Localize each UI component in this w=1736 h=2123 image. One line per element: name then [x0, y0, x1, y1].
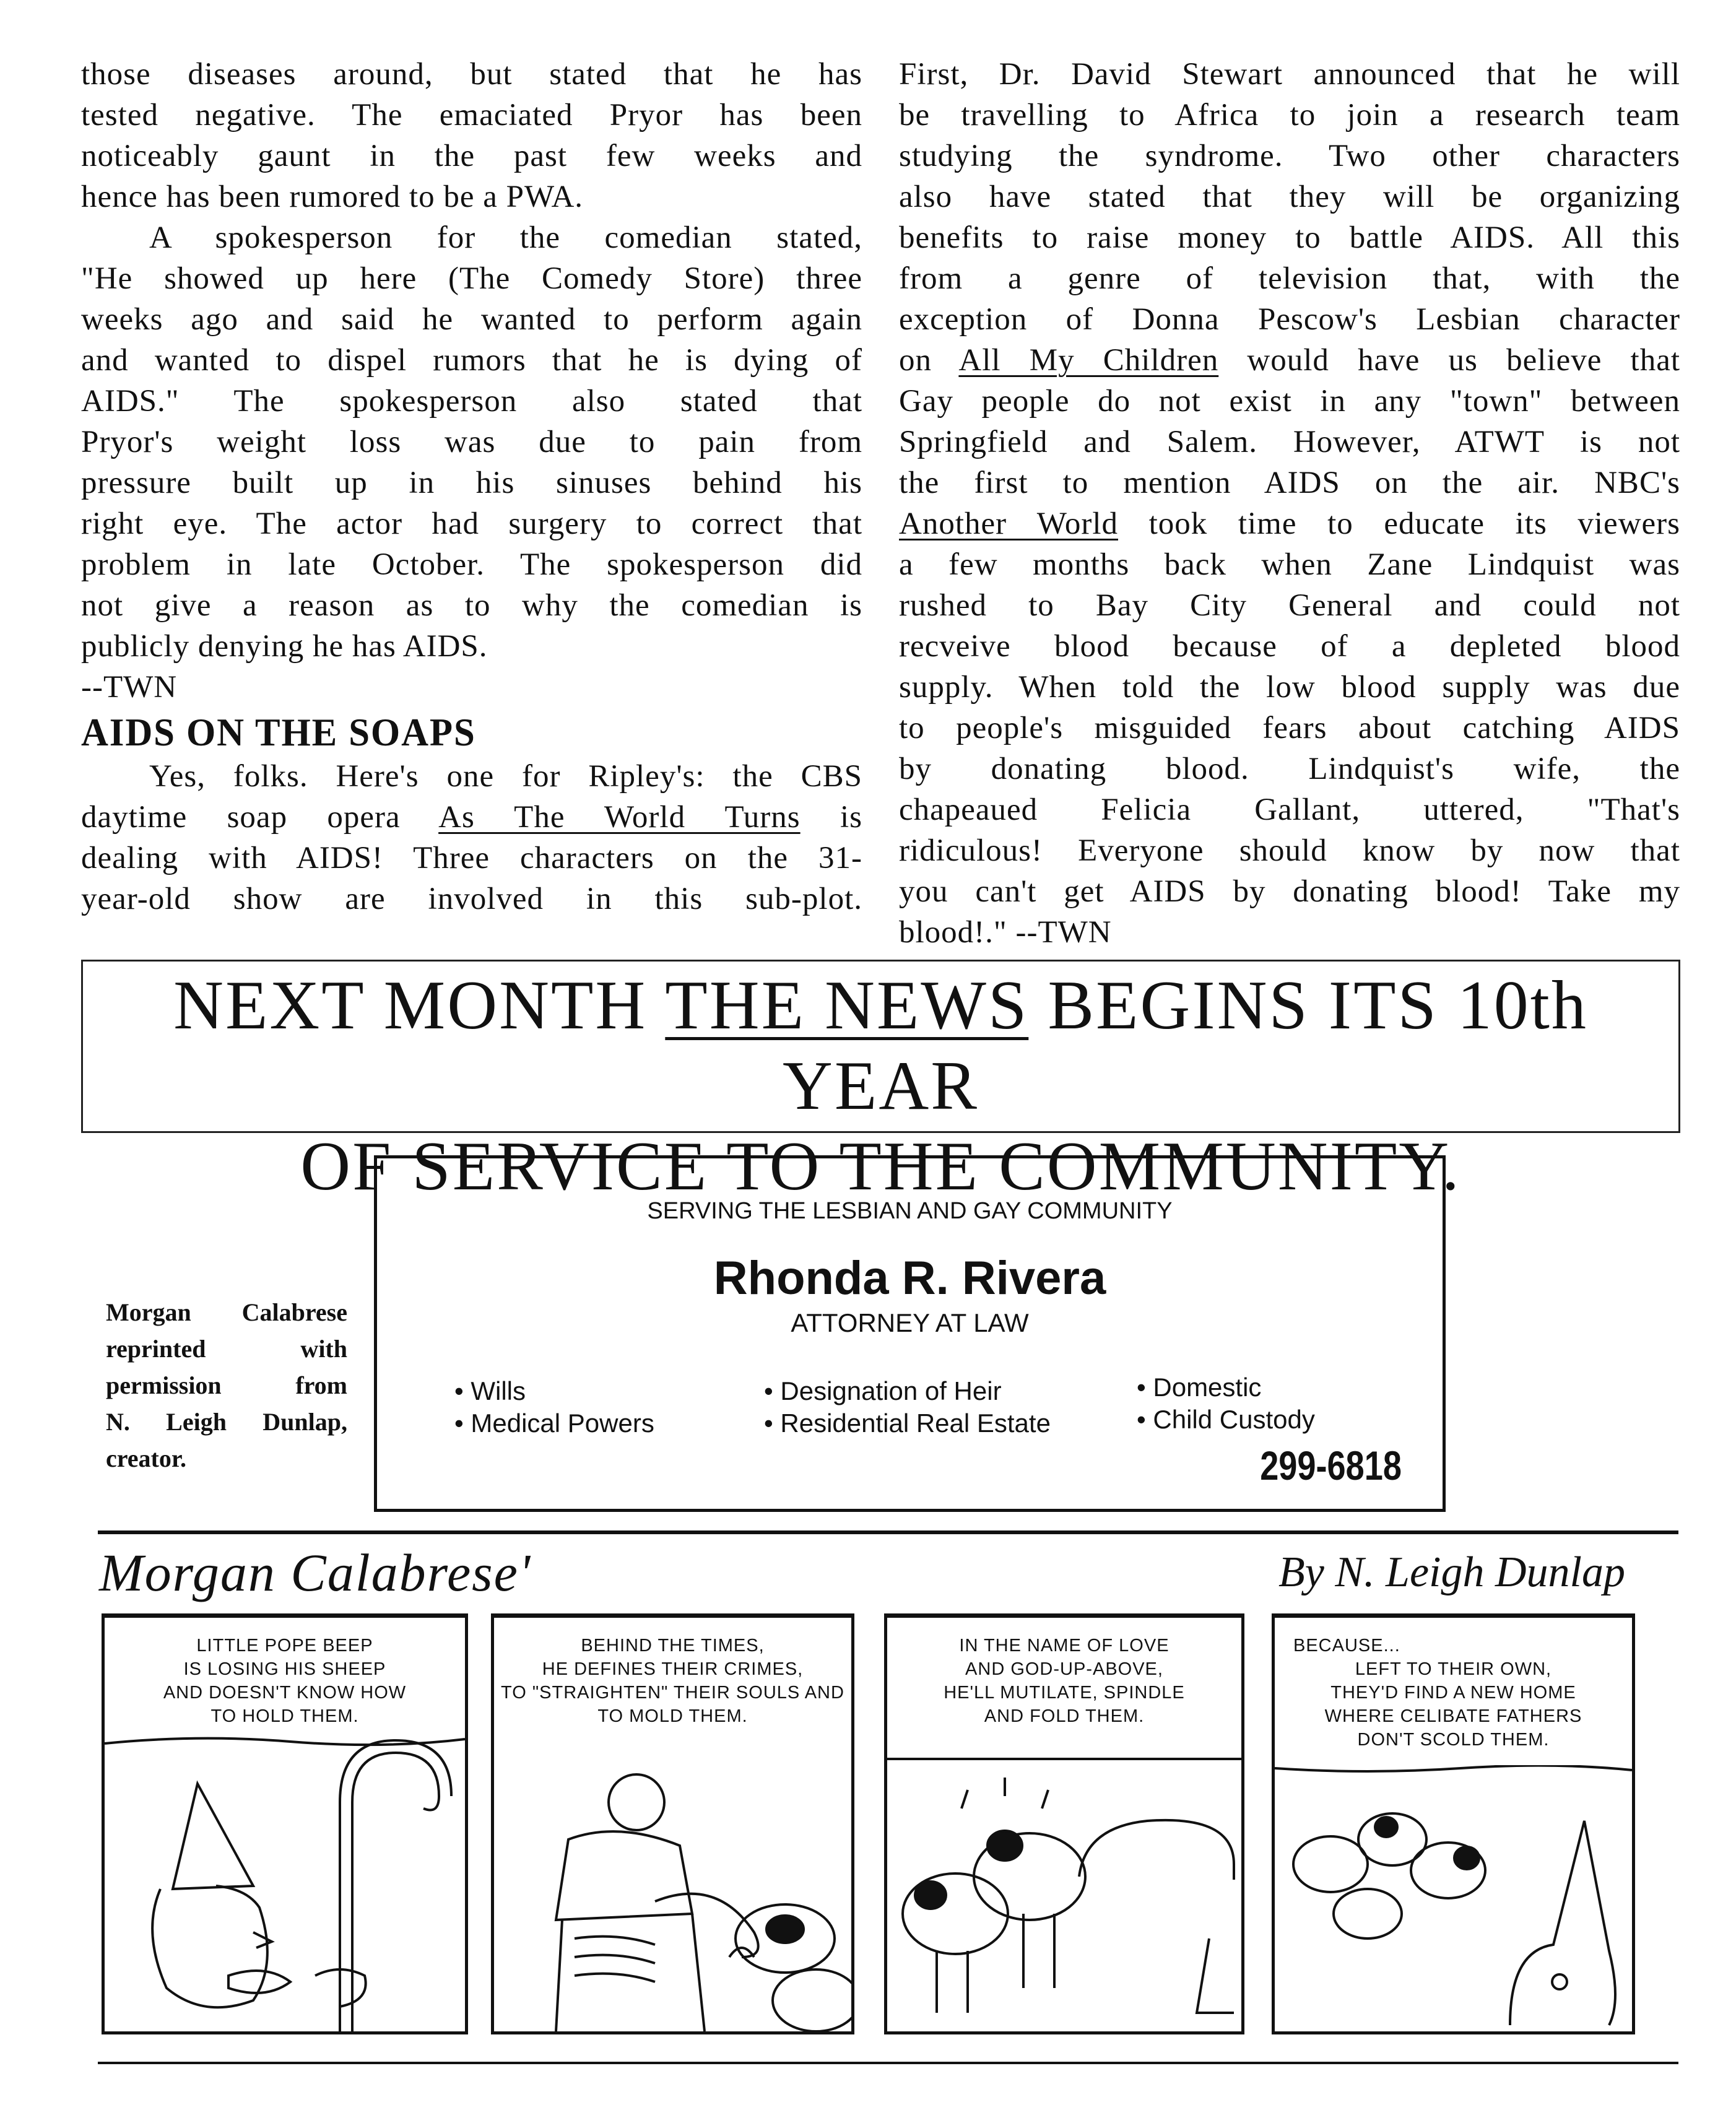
text-line: rushed to Bay City General and could not — [899, 588, 1680, 623]
section-heading: AIDS ON THE SOAPS — [81, 710, 476, 754]
article-column-right — [899, 54, 1680, 953]
text-line: hence has been rumored to be a PWA. — [81, 180, 584, 214]
panel-caption — [1275, 1634, 1632, 1752]
credit-line: N. Leigh Dunlap, — [106, 1408, 347, 1436]
text-line: AIDS." The spokesperson also stated that — [81, 384, 862, 419]
panel-caption — [887, 1634, 1241, 1728]
panel-caption — [494, 1634, 851, 1728]
credit-line: Morgan Calabrese — [106, 1298, 347, 1326]
text-line: year-old show are involved in this sub-plot. — [81, 882, 862, 916]
banner-text: BEGINS ITS 10th YEAR — [783, 967, 1588, 1124]
text-line: supply. When told the low blood supply was due — [899, 670, 1680, 705]
text-line: by donating blood. Lindquist's wife, the — [899, 752, 1680, 786]
text-line: recveive blood because of a depleted blood — [899, 629, 1680, 664]
caption-line: TO MOLD THEM. — [597, 1706, 748, 1726]
comic-credit — [106, 1294, 347, 1477]
text-line: you can't get AIDS by donating blood! Take my — [899, 874, 1680, 909]
sheep-fleeing-pope-drawing — [1275, 1765, 1632, 2031]
text-line: Pryor's weight loss was due to pain from — [81, 425, 862, 459]
article-column-left — [81, 54, 862, 919]
panel-caption — [105, 1634, 465, 1728]
ad-phone-number: 299-6818 — [1260, 1443, 1402, 1488]
caption-line: WHERE CELIBATE FATHERS — [1324, 1706, 1582, 1726]
ad-service: • Medical Powers — [454, 1409, 654, 1438]
show-title: As The World Turns — [438, 800, 801, 835]
text-line: exception of Donna Pescow's Lesbian character — [899, 302, 1680, 337]
text-line: tested negative. The emaciated Pryor has been — [81, 98, 862, 132]
text-line — [899, 503, 1680, 544]
caption-line: IS LOSING HIS SHEEP — [183, 1659, 386, 1679]
caption-line: LEFT TO THEIR OWN, — [1355, 1659, 1552, 1679]
text-line: those diseases around, but stated that he has — [81, 57, 862, 92]
text-line: also have stated that they will be organizing — [899, 180, 1680, 214]
text-line: "He showed up here (The Comedy Store) three — [81, 261, 862, 296]
text-line: publicly denying he has AIDS. — [81, 629, 488, 664]
service-label: Residential Real Estate — [780, 1409, 1051, 1438]
text-line: studying the syndrome. Two other characters — [899, 139, 1680, 173]
text-fragment: took time to educate its viewers — [1118, 506, 1680, 541]
text-line: A spokesperson for the comedian stated, — [149, 220, 862, 255]
comic-bottom-rule — [98, 2062, 1678, 2064]
show-title: Another World — [899, 506, 1118, 541]
text-line: a few months back when Zane Lindquist was — [899, 547, 1680, 582]
ad-tagline: SERVING THE LESBIAN AND GAY COMMUNITY — [647, 1198, 1173, 1224]
comic-panel-4 — [1272, 1613, 1635, 2034]
caption-line: THEY'D FIND A NEW HOME — [1330, 1683, 1576, 1703]
text-line: --TWN — [81, 670, 178, 705]
ad-service: • Child Custody — [1137, 1405, 1315, 1434]
text-line: problem in late October. The spokesperson did — [81, 547, 862, 582]
text-line: First, Dr. David Stewart announced that he will — [899, 57, 1680, 92]
text-line: to people's misguided fears about catching AIDS — [899, 711, 1680, 745]
caption-line: AND FOLD THEM. — [984, 1706, 1145, 1726]
caption-line: BECAUSE... — [1293, 1636, 1400, 1656]
text-line: the first to mention AIDS on the air. NBC's — [899, 466, 1680, 500]
text-line: be travelling to Africa to join a research team — [899, 98, 1680, 132]
text-line — [81, 797, 862, 838]
text-line — [899, 340, 1680, 381]
text-line: blood!." --TWN — [899, 915, 1112, 950]
text-line: from a genre of television that, with the — [899, 261, 1680, 296]
service-label: Designation of Heir — [780, 1376, 1002, 1405]
newspaper-name: THE NEWS — [665, 967, 1029, 1044]
text-line: chapeaued Felicia Gallant, uttered, "That's — [899, 792, 1680, 827]
text-line: dealing with AIDS! Three characters on the 31- — [81, 841, 862, 875]
text-line: noticeably gaunt in the past few weeks and — [81, 139, 862, 173]
caption-line: HE DEFINES THEIR CRIMES, — [542, 1659, 804, 1679]
caption-line: LITTLE POPE BEEP — [196, 1636, 373, 1656]
text-line: right eye. The actor had surgery to correct that — [81, 506, 862, 541]
service-label: Child Custody — [1153, 1405, 1315, 1434]
text-fragment: on — [899, 343, 959, 378]
caption-line: AND DOESN'T KNOW HOW — [163, 1683, 407, 1703]
pope-with-crook-drawing — [105, 1728, 465, 2031]
caption-line: IN THE NAME OF LOVE — [959, 1636, 1170, 1656]
ad-service: • Residential Real Estate — [764, 1409, 1051, 1438]
comic-byline: By N. Leigh Dunlap — [1278, 1548, 1625, 1596]
banner-line-1 — [83, 965, 1678, 1126]
text-line: pressure built up in his sinuses behind his — [81, 466, 862, 500]
ad-attorney-title: ATTORNEY AT LAW — [791, 1308, 1029, 1337]
text-line: weeks ago and said he wanted to perform again — [81, 302, 862, 337]
text-line: Springfield and Salem. However, ATWT is not — [899, 425, 1680, 459]
text-fragment: is — [800, 800, 862, 835]
ad-service: • Designation of Heir — [764, 1376, 1002, 1405]
banner-line-2: OF SERVICE TO THE COMMUNITY. — [300, 1128, 1461, 1205]
banner-text: NEXT MONTH — [173, 967, 666, 1044]
show-title: All My Children — [958, 343, 1219, 378]
comic-panel-1 — [102, 1613, 468, 2034]
text-fragment: would have us believe that — [1218, 343, 1680, 378]
text-line: Gay people do not exist in any "town" between — [899, 384, 1680, 419]
text-line: and wanted to dispel rumors that he is dying of — [81, 343, 862, 378]
comic-title: Morgan Calabrese' — [99, 1543, 532, 1602]
caption-line: AND GOD-UP-ABOVE, — [965, 1659, 1163, 1679]
service-label: Medical Powers — [471, 1409, 654, 1438]
caption-line: BEHIND THE TIMES, — [581, 1636, 765, 1656]
anniversary-banner — [81, 960, 1680, 1205]
comic-top-rule — [98, 1530, 1678, 1534]
text-line: ridiculous! Everyone should know by now that — [899, 833, 1680, 868]
text-line: not give a reason as to why the comedian is — [81, 588, 862, 623]
credit-line: reprinted with — [106, 1335, 347, 1363]
ad-attorney-name: Rhonda R. Rivera — [713, 1252, 1106, 1305]
ad-service: • Domestic — [1137, 1373, 1262, 1402]
caption-line: TO "STRAIGHTEN" THEIR SOULS AND — [501, 1683, 844, 1703]
text-line: benefits to raise money to battle AIDS. All this — [899, 220, 1680, 255]
caption-line: DON'T SCOLD THEM. — [1357, 1730, 1550, 1750]
credit-line: creator. — [106, 1444, 186, 1472]
credit-line: permission from — [106, 1371, 347, 1399]
caption-line: HE'LL MUTILATE, SPINDLE — [944, 1683, 1185, 1703]
text-fragment: daytime soap opera — [81, 800, 439, 835]
ad-service: • Wills — [454, 1376, 526, 1405]
sheep-and-crook-drawing — [887, 1753, 1241, 2031]
service-label: Wills — [471, 1376, 526, 1405]
attorney-advertisement — [374, 1155, 1446, 1512]
comic-panel-2 — [491, 1613, 854, 2034]
caption-line: TO HOLD THEM. — [210, 1706, 359, 1726]
comic-panel-3 — [884, 1613, 1244, 2034]
service-label: Domestic — [1153, 1373, 1262, 1402]
text-line: Yes, folks. Here's one for Ripley's: the CBS — [149, 759, 862, 794]
pope-molding-sheep-drawing — [494, 1753, 851, 2031]
